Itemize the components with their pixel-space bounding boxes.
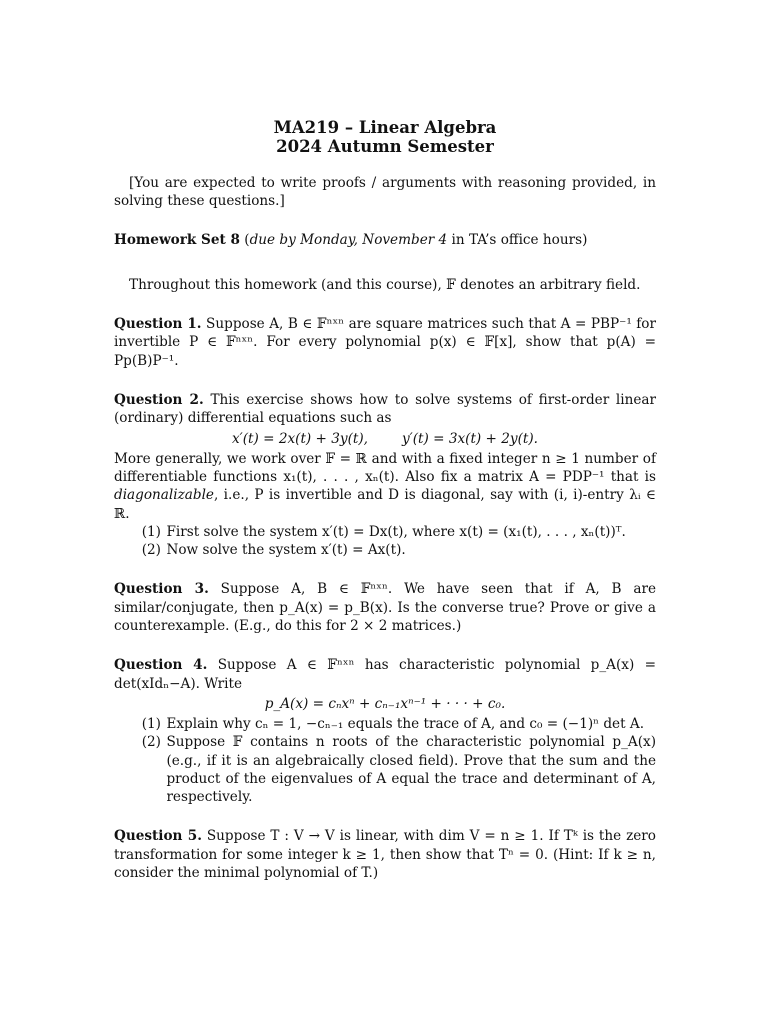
question-1-label: Question 1. (114, 316, 202, 333)
list-item (114, 541, 656, 559)
course-title: MA219 – Linear Algebra (273, 118, 497, 137)
document-page (114, 118, 656, 882)
question-5-text: Suppose T : V → V is linear, with dim V = n ≥ 1. If Tᵏ is the zero transformation for some integer k ≥ 1, then show that Tⁿ = 0. (Hint: If k ≥ n, consider the minimal polynomial of T.) (114, 828, 656, 882)
list-item (114, 715, 656, 733)
question-3 (114, 580, 656, 635)
question-2-body-post: , i.e., P is invertible and D is diagonal, say with (i, i)-entry λᵢ ∈ ℝ. (114, 487, 656, 522)
question-2-label: Question 2. (114, 392, 204, 409)
question-4-equation: p_A(x) = cₙxⁿ + cₙ₋₁xⁿ⁻¹ + · · · + c₀. (264, 695, 506, 712)
question-4-parts (114, 715, 656, 806)
intro-paragraph: Throughout this homework (and this course), 𝔽 denotes an arbitrary field. (129, 276, 641, 293)
homework-label: Homework Set 8 (114, 231, 240, 248)
equation-left: x′(t) = 2x(t) + 3y(t), (231, 430, 368, 447)
list-item-number: (1) (141, 523, 161, 540)
list-item-text: First solve the system x′(t) = Dx(t), where x(t) = (x₁(t), . . . , xₙ(t))ᵀ. (166, 523, 626, 540)
question-3-label: Question 3. (114, 581, 209, 598)
list-item-text: Suppose 𝔽 contains n roots of the characteristic polynomial p_A(x) (e.g., if it is an algebraically closed field). Prove that the sum and the product of the eigenvalues of A equal the trace and determinant of A, respectively. (166, 734, 656, 806)
question-2-parts (114, 523, 656, 560)
list-item (114, 733, 656, 806)
question-5-label: Question 5. (114, 828, 202, 845)
document-title (114, 118, 656, 156)
list-item-number: (2) (141, 542, 161, 559)
question-1 (114, 315, 656, 370)
question-2-body (114, 450, 656, 523)
question-1-text: Suppose A, B ∈ 𝔽ⁿˣⁿ are square matrices such that A = PBP⁻¹ for invertible P ∈ 𝔽ⁿˣⁿ. For every polynomial p(x) ∈ 𝔽[x], show that p(A) = Pp(B)P⁻¹. (114, 316, 656, 369)
list-item-number: (2) (141, 734, 161, 751)
equation-right: y′(t) = 3x(t) + 2y(t). (401, 430, 538, 447)
list-item-text: Now solve the system x′(t) = Ax(t). (166, 542, 406, 559)
question-4-label: Question 4. (114, 657, 208, 674)
question-2-body-emphasis: diagonalizable (114, 487, 214, 504)
due-date: due by Monday, November 4 (249, 231, 448, 248)
semester-title: 2024 Autumn Semester (276, 137, 494, 156)
question-4-intro-text: Suppose A ∈ 𝔽ⁿˣⁿ has characteristic polynomial p_A(x) = det(xIdₙ−A). Write (114, 657, 656, 692)
list-item-number: (1) (141, 715, 161, 732)
due-location: in TA’s office hours) (451, 231, 588, 248)
question-2 (114, 391, 656, 559)
question-2-equation (114, 428, 656, 450)
question-4 (114, 656, 656, 806)
question-2-intro-text: This exercise shows how to solve systems of first-order linear (ordinary) differential equations such as (114, 392, 656, 427)
list-item (114, 523, 656, 541)
question-5 (114, 827, 656, 882)
question-4-intro (114, 656, 656, 693)
question-2-intro (114, 391, 656, 428)
question-3-text: Suppose A, B ∈ 𝔽ⁿˣⁿ. We have seen that if A, B are similar/conjugate, then p_A(x) = p_B(x). Is the converse true? Prove or give a counterexample. (E.g., do this for 2 × 2 matrices.) (114, 581, 656, 635)
question-2-body-pre: More generally, we work over 𝔽 = ℝ and with a fixed integer n ≥ 1 number of differentiable functions x₁(t), . . . , xₙ(t). Also fix a matrix A = PDP⁻¹ that is (114, 450, 656, 485)
instructions: [You are expected to write proofs / arguments with reasoning provided, in solving these questions.] (114, 175, 656, 210)
list-item-text: Explain why cₙ = 1, −cₙ₋₁ equals the trace of A, and c₀ = (−1)ⁿ det A. (166, 715, 645, 732)
homework-line: Homework Set 8 (due by Monday, November 4 in TA’s office hours) (114, 231, 588, 248)
